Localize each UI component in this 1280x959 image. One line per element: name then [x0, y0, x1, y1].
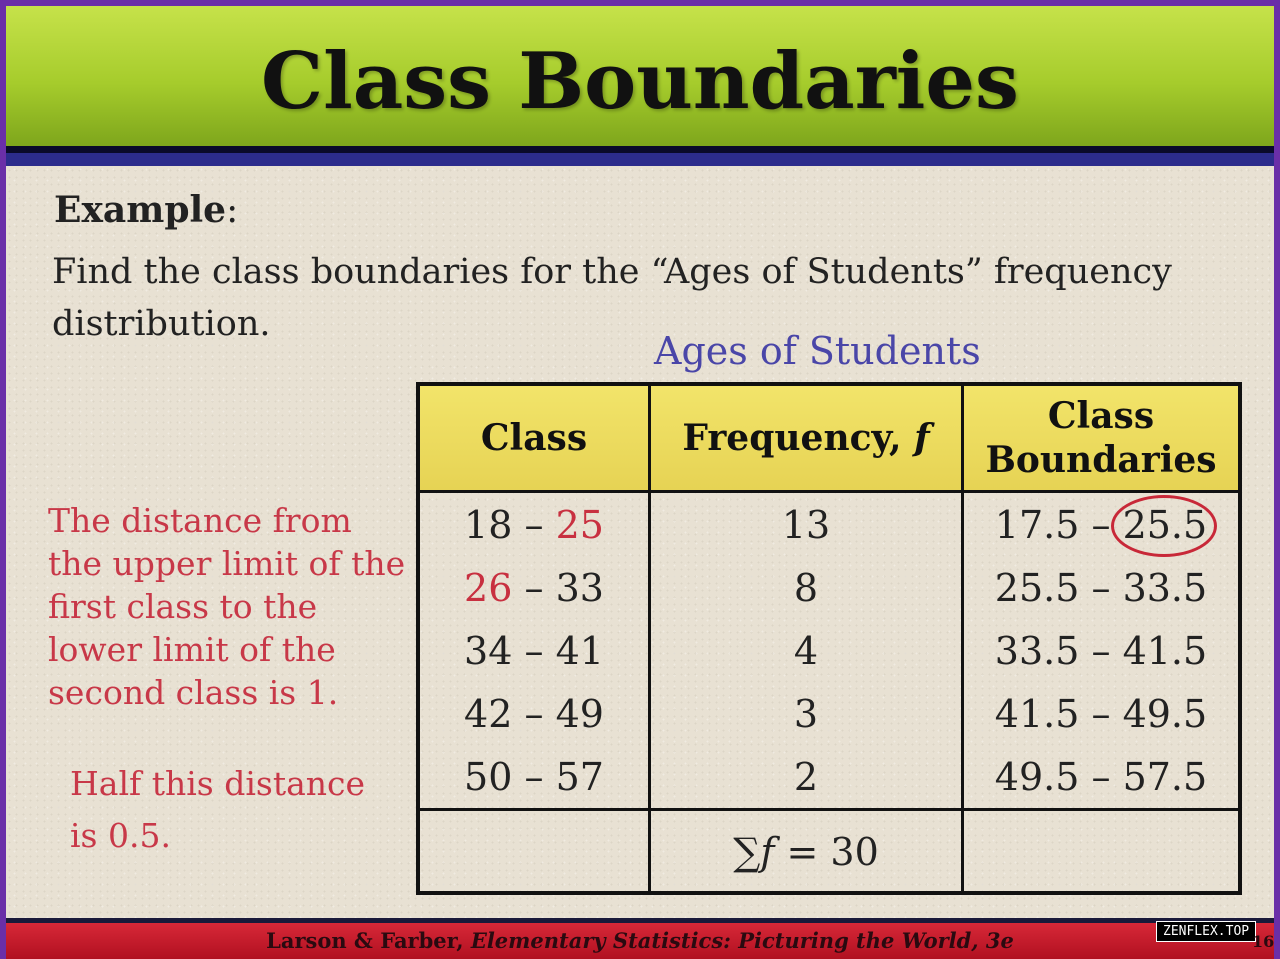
class-lower: 42 — [464, 691, 513, 736]
class-dash: – — [512, 502, 556, 547]
footer-citation — [0, 928, 1280, 953]
class-cell — [420, 492, 650, 557]
header-boundaries-line1: Class — [1047, 395, 1155, 437]
boundary-cell — [963, 619, 1239, 682]
boundary-dash: – — [1079, 754, 1123, 799]
boundary-upper: 41.5 — [1122, 628, 1208, 673]
boundary-upper: 25.5 — [1122, 502, 1208, 547]
problem-statement: Find the class boundaries for the “Ages of Students” frequency distribution. — [52, 252, 1172, 344]
boundary-lower: 17.5 — [994, 502, 1080, 547]
boundary-lower: 41.5 — [994, 691, 1080, 736]
distance-note: The distance from the upper limit of the first class to the lower limit of the second class is 1. — [48, 501, 406, 712]
frequency-cell: 2 — [650, 745, 963, 810]
sum-empty-cell — [963, 810, 1239, 894]
example-label — [54, 189, 238, 231]
class-upper: 49 — [555, 691, 604, 736]
table-title: Ages of Students — [654, 329, 981, 373]
frequency-cell: 4 — [650, 619, 963, 682]
boundary-dash: – — [1079, 628, 1123, 673]
boundary-cell — [963, 745, 1239, 810]
boundary-upper: 49.5 — [1122, 691, 1208, 736]
frequency-cell: 8 — [650, 556, 963, 619]
watermark: ZENFLEX.TOP — [1156, 921, 1256, 942]
class-dash: – — [512, 628, 556, 673]
boundary-upper: 57.5 — [1122, 754, 1208, 799]
footer-authors: Larson & Farber, — [266, 928, 471, 953]
sum-empty-cell — [420, 810, 650, 894]
sum-value: = 30 — [774, 830, 879, 874]
table-header-row — [420, 386, 1238, 492]
boundary-cell — [963, 556, 1239, 619]
sum-row — [420, 810, 1238, 894]
half-distance-note: Half this distance is 0.5. — [70, 764, 366, 855]
frequency-cell: 13 — [650, 492, 963, 557]
sum-frequency-cell — [650, 810, 963, 894]
page-number: 16 — [1252, 932, 1275, 951]
table-row — [420, 682, 1238, 745]
class-cell — [420, 745, 650, 810]
class-dash: – — [512, 691, 556, 736]
footer-book-title: Elementary Statistics: Picturing the World, 3e — [470, 928, 1014, 953]
header-class: Class — [420, 386, 650, 492]
class-cell — [420, 619, 650, 682]
example-label-text: Example — [54, 189, 227, 231]
class-upper-highlight: 25 — [555, 502, 604, 547]
frequency-cell: 3 — [650, 682, 963, 745]
boundary-upper: 33.5 — [1122, 565, 1208, 610]
table-row — [420, 619, 1238, 682]
header-frequency-label: Frequency, — [682, 417, 915, 459]
boundary-cell — [963, 682, 1239, 745]
example-label-colon: : — [226, 190, 239, 231]
table-row — [420, 556, 1238, 619]
boundary-lower: 49.5 — [994, 754, 1080, 799]
table-row — [420, 745, 1238, 810]
class-upper: 41 — [555, 628, 604, 673]
class-upper: 57 — [555, 754, 604, 799]
slide-title: Class Boundaries — [261, 36, 1019, 127]
class-dash: – — [512, 754, 556, 799]
sum-f-symbol: f — [760, 830, 775, 874]
class-cell — [420, 682, 650, 745]
header-boundaries-line2: Boundaries — [985, 439, 1217, 481]
class-lower-highlight: 26 — [464, 565, 513, 610]
boundary-cell — [963, 492, 1239, 557]
sigma-symbol: ∑ — [733, 830, 761, 874]
header-class-boundaries — [963, 386, 1239, 492]
frequency-table — [416, 382, 1242, 895]
boundary-dash: – — [1079, 502, 1123, 547]
class-dash: – — [512, 565, 556, 610]
circle-highlight — [1111, 495, 1217, 557]
class-cell — [420, 556, 650, 619]
boundary-dash: – — [1079, 691, 1123, 736]
class-lower: 50 — [464, 754, 513, 799]
class-lower: 18 — [464, 502, 513, 547]
header-frequency-symbol: f — [914, 417, 930, 459]
header-frequency — [650, 386, 963, 492]
title-divider-stripe — [6, 146, 1274, 166]
boundary-dash: – — [1079, 565, 1123, 610]
table-row — [420, 492, 1238, 557]
boundary-lower: 33.5 — [994, 628, 1080, 673]
boundary-upper-circled — [1123, 503, 1208, 547]
class-lower: 34 — [464, 628, 513, 673]
class-upper: 33 — [555, 565, 604, 610]
boundary-lower: 25.5 — [994, 565, 1080, 610]
